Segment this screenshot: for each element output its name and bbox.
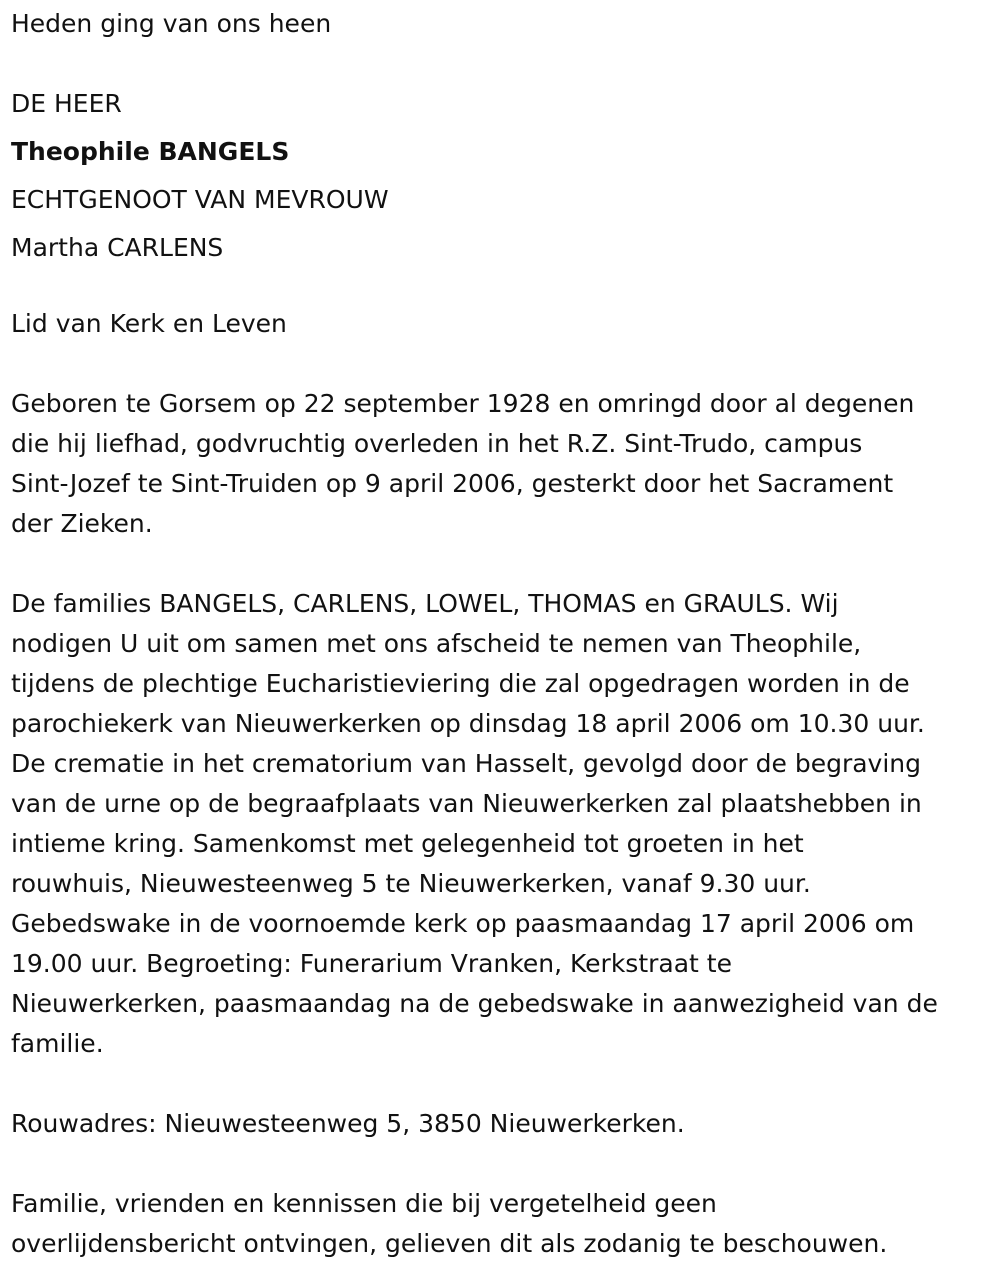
paragraph-line: Gebedswake in de voornoemde kerk op paasmaandag 17 april 2006 om [11,909,915,938]
paragraph-line: die hij liefhad, godvruchtig overleden in het R.Z. Sint-Trudo, campus [11,429,863,458]
birth-death-paragraph [11,384,991,544]
paragraph-line: parochiekerk van Nieuwerkerken op dinsdag 18 april 2006 om 10.30 uur. [11,709,925,738]
paragraph-line: nodigen U uit om samen met ons afscheid te nemen van Theophile, [11,629,862,658]
paragraph-line: overlijdensbericht ontvingen, gelieven dit als zodanig te beschouwen. [11,1229,888,1258]
paragraph-line: De families BANGELS, CARLENS, LOWEL, THOMAS en GRAULS. Wij [11,589,839,618]
paragraph-line: rouwhuis, Nieuwesteenweg 5 te Nieuwerkerken, vanaf 9.30 uur. [11,869,811,898]
deceased-name: Theophile BANGELS [11,137,290,166]
paragraph-line: van de urne op de begraafplaats van Nieuwerkerken zal plaatshebben in [11,789,922,818]
obituary-notice [11,0,991,1264]
membership-text: Lid van Kerk en Leven [11,309,287,338]
paragraph-line: Nieuwerkerken, paasmaandag na de gebedswake in aanwezigheid van de [11,989,938,1018]
mourning-address: Rouwadres: Nieuwesteenweg 5, 3850 Nieuwerkerken. [11,1109,685,1138]
membership-paragraph [11,304,991,344]
paragraph-line: Familie, vrienden en kennissen die bij vergetelheid geen [11,1189,717,1218]
title-text: DE HEER [11,89,122,118]
paragraph-line: familie. [11,1029,104,1058]
paragraph-line: Sint-Jozef te Sint-Truiden op 9 april 2006, gesterkt door het Sacrament [11,469,894,498]
closing-paragraph [11,1184,991,1264]
address-paragraph [11,1104,991,1144]
paragraph-line: der Zieken. [11,509,153,538]
deceased-header [11,80,991,272]
paragraph-line: Geboren te Gorsem op 22 september 1928 en omringd door al degenen [11,389,915,418]
family-ceremony-paragraph [11,584,991,1064]
paragraph-line: 19.00 uur. Begroeting: Funerarium Vranken, Kerkstraat te [11,949,732,978]
spouse-label: ECHTGENOOT VAN MEVROUW [11,185,389,214]
paragraph-line: De crematie in het crematorium van Hasselt, gevolgd door de begraving [11,749,922,778]
paragraph-line: tijdens de plechtige Eucharistieviering die zal opgedragen worden in de [11,669,910,698]
spouse-name: Martha CARLENS [11,233,224,262]
paragraph-line: intieme kring. Samenkomst met gelegenheid tot groeten in het [11,829,804,858]
intro-text: Heden ging van ons heen [11,9,332,38]
